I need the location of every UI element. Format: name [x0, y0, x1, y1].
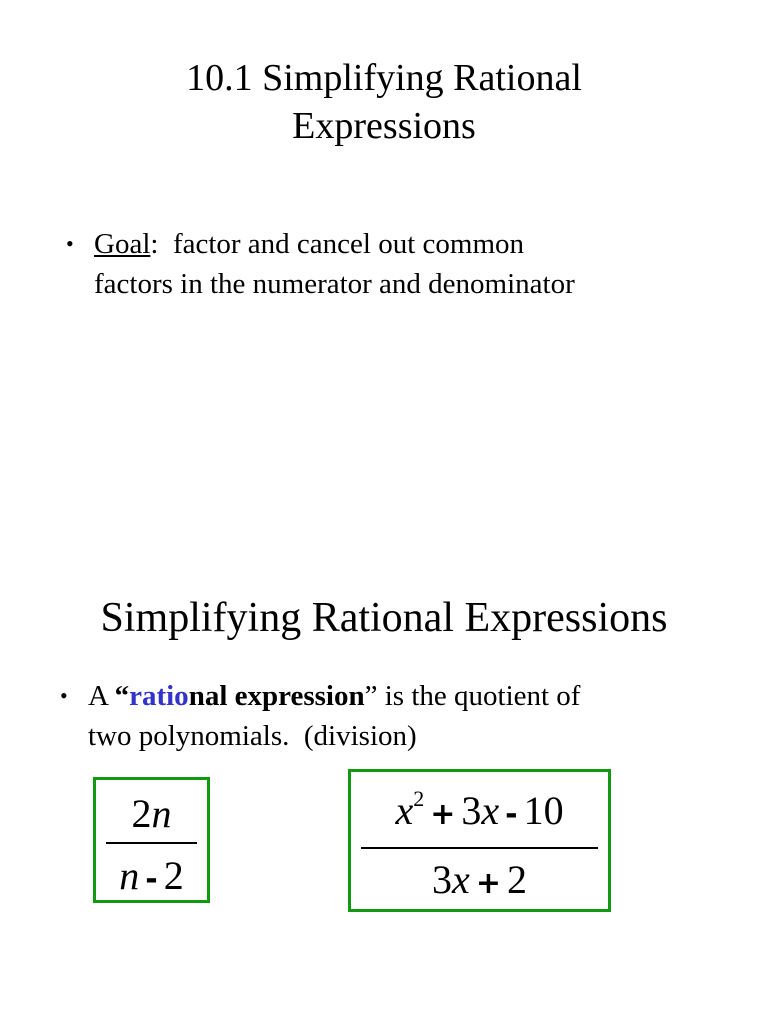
fraction-1-denominator	[96, 852, 207, 899]
fraction-2-bar	[361, 847, 598, 849]
fraction-2-num-var: x	[395, 788, 414, 833]
fraction-1-den-const: 2	[163, 853, 184, 898]
example-fraction-2	[348, 769, 611, 912]
slide-2	[0, 512, 768, 1024]
fraction-2-num-const: 10	[523, 788, 564, 833]
goal-text-line-1: factor and cancel out common	[158, 228, 525, 260]
goal-colon: :	[150, 228, 159, 260]
fraction-2-num-op-1: +	[430, 797, 456, 832]
fraction-1-numerator	[96, 790, 207, 837]
fraction-2-den-op: +	[475, 866, 501, 901]
fraction-2-den-coef: 3	[432, 857, 453, 902]
slide-1-title-line-1: 10.1 Simplifying Rational	[186, 57, 582, 99]
fraction-2-num-op-2: -	[505, 797, 518, 832]
definition-text: is the quotient of	[377, 680, 581, 712]
bullet-marker: •	[66, 231, 74, 256]
slide-2-title: Simplifying Rational Expressions	[100, 595, 668, 641]
example-fraction-1	[93, 777, 210, 903]
goal-bullet	[66, 224, 734, 304]
fraction-1-bar	[106, 842, 197, 844]
open-quote: “	[114, 680, 130, 712]
goal-text-line-2: factors in the numerator and denominator	[94, 268, 575, 300]
fraction-2-den-const: 2	[506, 857, 527, 902]
fraction-1-den-var: n	[119, 853, 140, 898]
fraction-2-num-var-2: x	[481, 788, 500, 833]
fraction-2-numerator	[351, 786, 608, 834]
definition-text-line-2: two polynomials. (division)	[88, 720, 417, 752]
slide-1-title	[0, 54, 768, 150]
definition-bullet	[60, 676, 738, 756]
fraction-1-num-var: n	[151, 791, 172, 836]
fraction-2-num-exp: 2	[413, 786, 425, 811]
bullet-marker: •	[60, 683, 68, 708]
slide-1-title-line-2: Expressions	[292, 105, 476, 147]
definition-prefix: A	[88, 680, 115, 712]
fraction-1-den-op: -	[145, 862, 158, 897]
close-quote: ”	[364, 680, 378, 712]
fraction-2-denominator	[351, 856, 608, 903]
rational-expression-term: nal expression	[188, 680, 365, 712]
goal-label: Goal	[94, 228, 151, 260]
fraction-1-num-coef: 2	[131, 791, 152, 836]
fraction-2-num-coef: 3	[461, 788, 482, 833]
fraction-2-den-var: x	[452, 857, 470, 902]
ratio-highlight: ratio	[129, 680, 189, 712]
